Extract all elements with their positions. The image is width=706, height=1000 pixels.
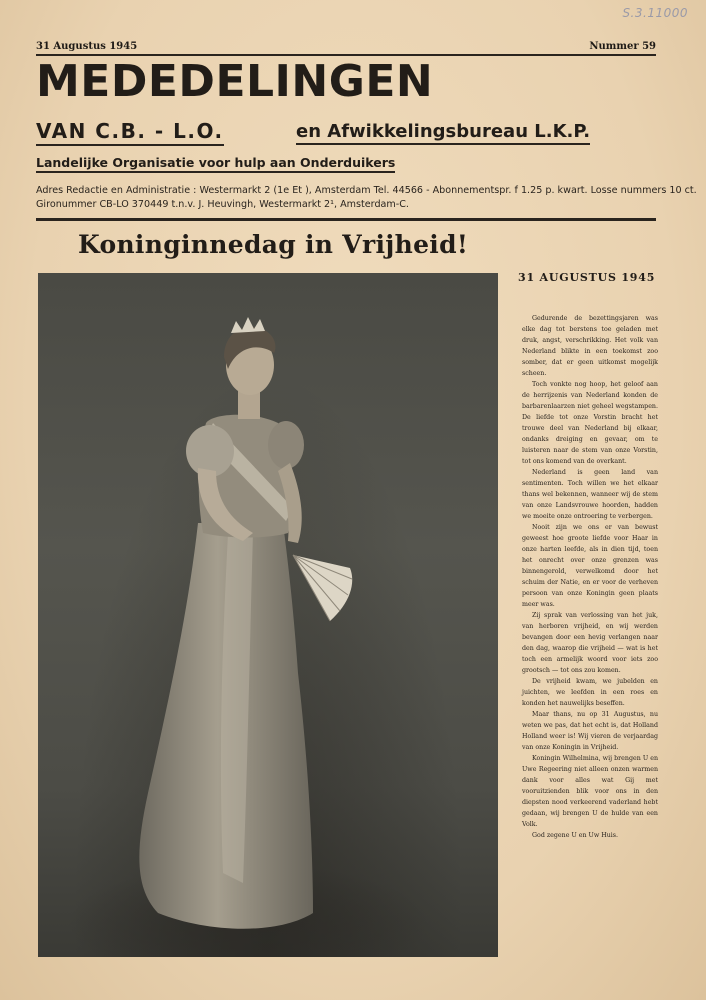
- article-paragraph: God zegene U en Uw Huis.: [532, 832, 619, 839]
- issue-number: Nummer 59: [589, 41, 656, 52]
- article-paragraph: Nederland is geen land van sentimenten. Toch willen we het elkaar thans wel bekennen, wanneer wij de stem van onze Landsvrouwe hoorden, hadden we moeite onze ontroering te verbergen.: [522, 469, 658, 520]
- issue-date: 31 Augustus 1945: [36, 41, 138, 52]
- article-dateline: 31 AUGUSTUS 1945: [518, 271, 656, 284]
- article-paragraph: Toch vonkte nog hoop, het geloof aan de herrijzenis van Nederland konden de barbarenlaarzen niet geheel wegstampen. De liefde tot onze Vorstin bracht het trouwe deel van Nederland bij elkaar, ondanks dreiging en gevaar, om te luisteren naar de stem van onze Vorstin, tot ons komend van de overkant.: [522, 381, 658, 465]
- masthead-subtitle-right: en Afwikkelingsbureau L.K.P.: [296, 121, 590, 145]
- article-paragraph: Gedurende de bezettingsjaren was elke dag tot berstens toe geladen met druk, angst, verschrikking. Het volk van Nederland blikte in een toekomst zoo somber, dat er geen uitkomst mogelijk scheen.: [522, 315, 658, 377]
- portrait-photo-icon: [38, 273, 498, 957]
- archive-mark: S.3.11000: [622, 6, 688, 20]
- giro-line: Gironummer CB-LO 370449 t.n.v. J. Heuvingh, Westermarkt 2¹, Amsterdam-C.: [36, 199, 409, 210]
- masthead-bottom-rule: [36, 218, 656, 221]
- article-paragraph: De vrijheid kwam, we jubelden en juichten, we leefden in een roes en konden het nauwelijks beseffen.: [522, 678, 658, 707]
- article-paragraph: Zij sprak van verlossing van het juk, van herboren vrijheid, en wij werden bevangen door een hevig verlangen naar den dag, waarop die vrijheid — wat is het toch een armelijk woord voor iets zoo grootsch — tot ons zou komen.: [522, 612, 658, 674]
- article-paragraph: Koningin Wilhelmina, wij brengen U en Uwe Regeering niet alleen onzen warmen dank voor alles wat Gij met vooruitzienden blik voor ons in den diepsten nood verkeerend vaderland hebt gedaan, wij brengen U de hulde van een Volk.: [522, 755, 658, 828]
- article-paragraph: Maar thans, nu op 31 Augustus, nu weten we pas, dat het echt is, dat Holland Holland weer is! Wij vieren de verjaardag van onze Koningin in Vrijheid.: [522, 711, 658, 751]
- organisation-name: Landelijke Organisatie voor hulp aan Onderduikers: [36, 155, 395, 173]
- address-line: Adres Redactie en Administratie : Westermarkt 2 (1e Et ), Amsterdam Tel. 44566 - Abonnementspr. f 1.25 p. kwart. Losse nummers 10 ct.: [36, 185, 697, 196]
- portrait-photo: [38, 273, 498, 957]
- article-body: [522, 313, 658, 841]
- headline: Koninginnedag in Vrijheid!: [78, 230, 469, 259]
- masthead-topline: [36, 41, 656, 52]
- address-block: [36, 184, 697, 212]
- article-paragraph: Nooit zijn we ons er van bewust geweest hoe groote liefde voor Haar in onze harten leefde, als in dien tijd, toen het onrecht over onze grenzen was binnengerold, verwelkomd door het schuim der Natie, en er voor de verheven persoon van onze Koningin geen plaats meer was.: [522, 524, 658, 608]
- masthead-title: MEDEDELINGEN: [36, 56, 434, 107]
- masthead-subtitle-left: VAN C.B. - L.O.: [36, 119, 224, 146]
